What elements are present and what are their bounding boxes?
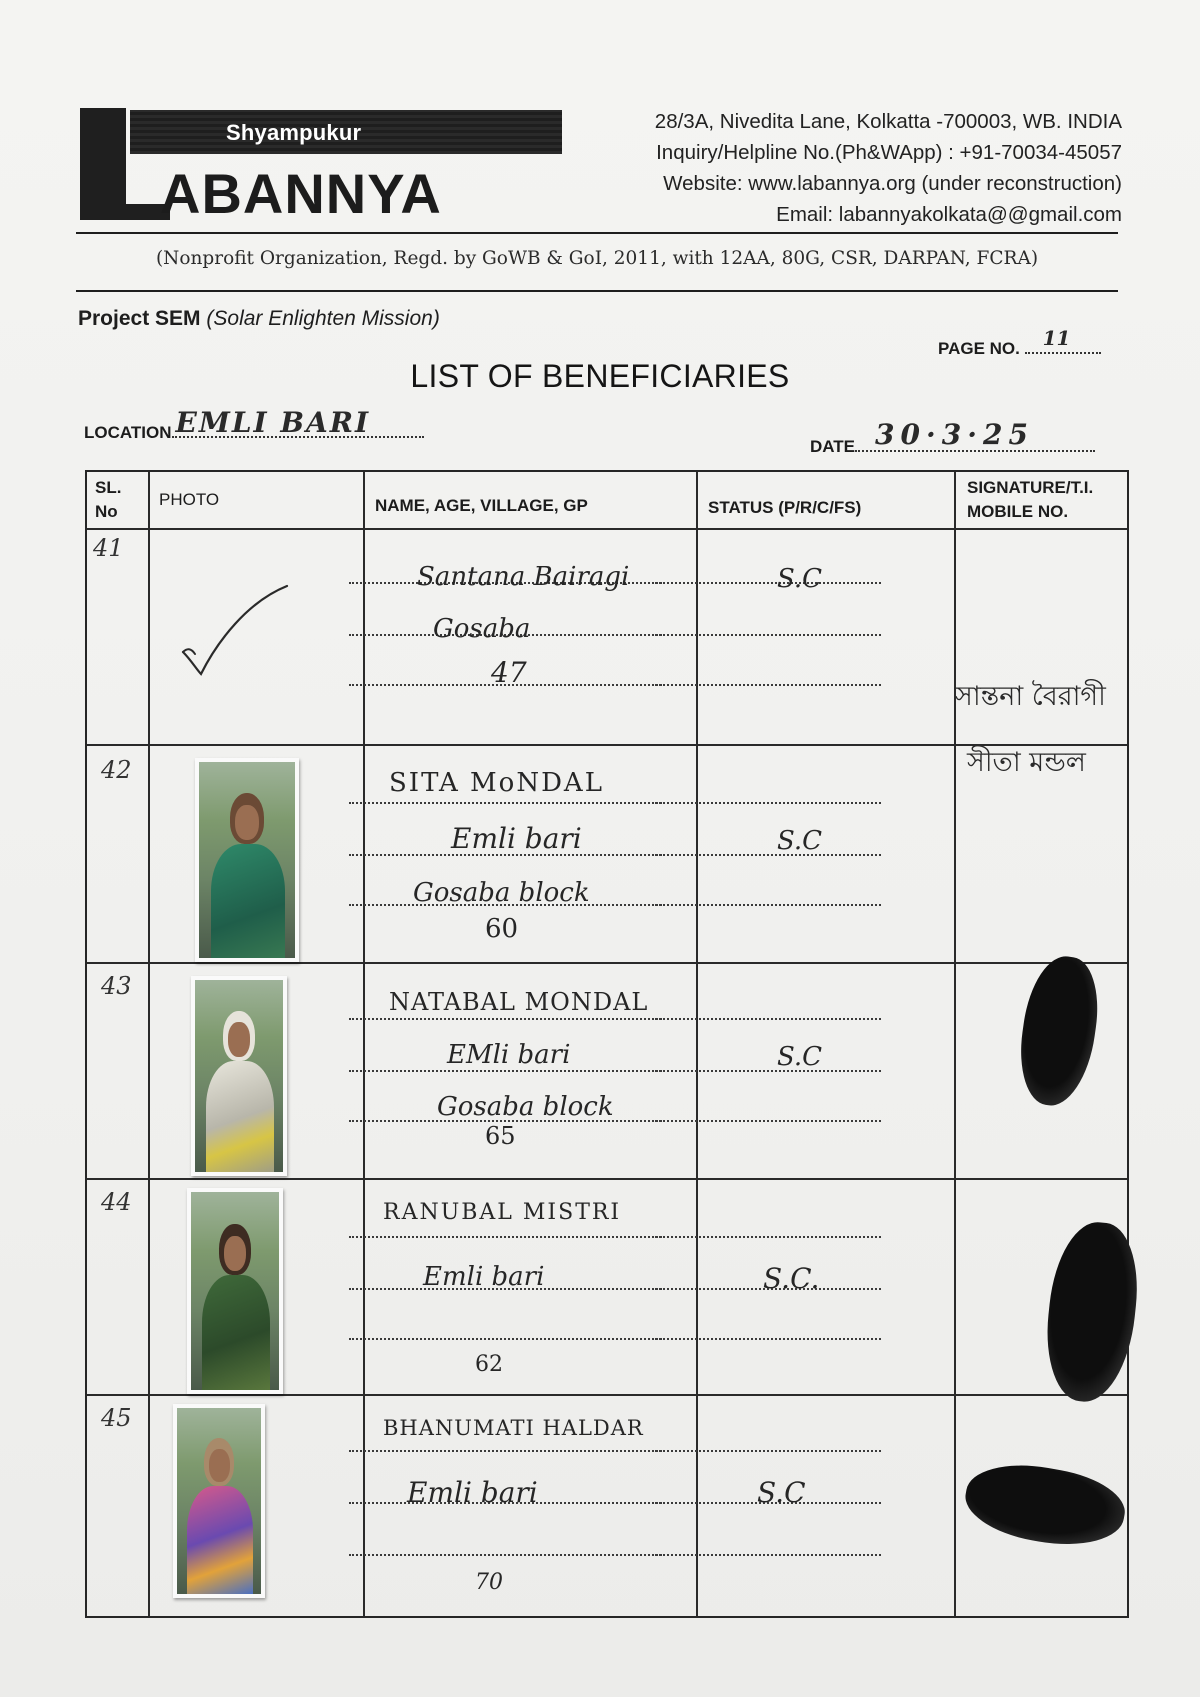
dotted-write-line bbox=[655, 684, 881, 686]
sl-number: 44 bbox=[101, 1188, 132, 1216]
dotted-write-line bbox=[349, 802, 665, 804]
date-field bbox=[855, 418, 1095, 452]
col-divider bbox=[363, 472, 365, 1616]
dotted-write-line bbox=[655, 854, 881, 856]
page-number-field bbox=[1025, 326, 1101, 354]
header-name: NAME, AGE, VILLAGE, GP bbox=[375, 496, 588, 515]
beneficiary-name: BHANUMATI HALDAR bbox=[383, 1416, 644, 1440]
beneficiary-status: S.C. bbox=[763, 1262, 820, 1295]
date-label: DATE bbox=[810, 437, 856, 456]
project-full-name: (Solar Enlighten Mission) bbox=[206, 307, 440, 330]
signature-bengali: সান্তনা বৈরাগী bbox=[955, 681, 1106, 712]
project-label: Project SEM bbox=[78, 307, 201, 330]
beneficiary-name: Santana Bairagi bbox=[417, 562, 630, 592]
header-photo: PHOTO bbox=[159, 490, 220, 509]
dotted-write-line bbox=[655, 582, 881, 584]
email: Email: labannyakolkata@@gmail.com bbox=[776, 203, 1122, 226]
website: Website: www.labannya.org (under reconstruction) bbox=[663, 172, 1122, 195]
header-signature: SIGNATURE/T.I. MOBILE NO. bbox=[967, 478, 1094, 521]
beneficiary-photo bbox=[187, 1188, 283, 1394]
beneficiary-village: Emli bari bbox=[451, 822, 582, 855]
document-title: LIST OF BENEFICIARIES bbox=[410, 358, 790, 394]
location-value: EMLI BARI bbox=[175, 406, 371, 439]
sl-number: 45 bbox=[101, 1404, 132, 1432]
row-divider bbox=[87, 1394, 1127, 1396]
logo-l-foot bbox=[80, 204, 170, 220]
beneficiary-status: S.C bbox=[777, 1042, 823, 1072]
dotted-write-line bbox=[655, 1018, 881, 1020]
row-divider bbox=[87, 962, 1127, 964]
thumb-impression bbox=[1040, 1218, 1144, 1406]
location-label: LOCATION bbox=[84, 423, 172, 442]
dotted-write-line bbox=[655, 1554, 881, 1556]
col-divider bbox=[954, 472, 956, 1616]
thumb-impression bbox=[1013, 952, 1105, 1111]
header-sl-no: SL. No bbox=[95, 478, 122, 521]
beneficiary-photo bbox=[191, 976, 287, 1176]
dotted-write-line bbox=[655, 634, 881, 636]
page-number bbox=[938, 326, 1101, 359]
beneficiary-village: EMli bari bbox=[447, 1040, 571, 1070]
dotted-write-line bbox=[349, 1070, 665, 1072]
location bbox=[84, 406, 424, 443]
header-rule-top bbox=[76, 232, 1118, 234]
sl-number: 41 bbox=[93, 534, 124, 562]
sl-number: 43 bbox=[101, 972, 132, 1000]
beneficiary-age: 62 bbox=[475, 1352, 503, 1377]
labannya-logo bbox=[80, 106, 562, 226]
page-number-label: PAGE NO. bbox=[938, 339, 1020, 358]
dotted-write-line bbox=[655, 1450, 881, 1452]
dotted-write-line bbox=[655, 904, 881, 906]
col-divider bbox=[148, 472, 150, 1616]
row-divider bbox=[87, 1178, 1127, 1180]
beneficiary-status: S.C bbox=[757, 1476, 806, 1509]
dotted-write-line bbox=[349, 1338, 665, 1340]
dotted-write-line bbox=[349, 1236, 665, 1238]
header-status: STATUS (P/R/C/FS) bbox=[708, 498, 862, 517]
dotted-write-line bbox=[655, 1236, 881, 1238]
page-number-value: 11 bbox=[1042, 326, 1071, 350]
thumb-impression bbox=[960, 1455, 1130, 1556]
header-rule-bottom bbox=[76, 290, 1118, 292]
beneficiary-village: Emli bari bbox=[423, 1262, 545, 1292]
helpline: Inquiry/Helpline No.(Ph&WApp) : +91-70034-45057 bbox=[656, 141, 1122, 164]
dotted-write-line bbox=[655, 1070, 881, 1072]
logo-banner bbox=[130, 110, 562, 154]
date bbox=[810, 418, 1095, 457]
beneficiary-photo bbox=[195, 758, 299, 962]
beneficiary-age: 65 bbox=[485, 1122, 516, 1150]
beneficiary-name: NATABAL MONDAL bbox=[389, 988, 649, 1016]
beneficiary-status: S.C bbox=[777, 826, 823, 856]
dotted-write-line bbox=[349, 1018, 665, 1020]
project-line bbox=[78, 307, 440, 331]
dotted-write-line bbox=[349, 1554, 665, 1556]
beneficiary-village: Gosaba bbox=[433, 614, 531, 644]
col-divider bbox=[696, 472, 698, 1616]
dotted-write-line bbox=[655, 802, 881, 804]
beneficiary-photo bbox=[173, 1404, 265, 1598]
beneficiary-block: Gosaba block bbox=[437, 1092, 614, 1122]
location-field bbox=[172, 406, 424, 439]
beneficiary-age: 70 bbox=[475, 1570, 503, 1595]
tick-mark-icon bbox=[177, 582, 297, 682]
beneficiary-name: RANUBAL MISTRI bbox=[383, 1200, 622, 1225]
date-value: 30·3·25 bbox=[875, 418, 1034, 451]
beneficiary-age: 60 bbox=[485, 914, 519, 944]
logo-word: ABANNYA bbox=[160, 162, 442, 225]
dotted-write-line bbox=[349, 1450, 665, 1452]
registration-line: (Nonprofit Organization, Regd. by GoWB & GoI, 2011, with 12AA, 80G, CSR, DARPAN, FCRA) bbox=[155, 248, 1039, 269]
address: 28/3A, Nivedita Lane, Kolkatta -700003, WB. INDIA bbox=[654, 110, 1122, 133]
beneficiary-table bbox=[85, 470, 1129, 1618]
beneficiary-block: Gosaba block bbox=[413, 878, 590, 908]
sl-number: 42 bbox=[101, 756, 132, 784]
dotted-write-line bbox=[655, 1120, 881, 1122]
beneficiary-name: SITA MoNDAL bbox=[389, 768, 604, 798]
logo-top-text: Shyampukur bbox=[226, 120, 362, 145]
signature-bengali: সীতা মন্ডল bbox=[967, 747, 1086, 778]
contact-block bbox=[655, 106, 1122, 230]
dotted-write-line bbox=[655, 1338, 881, 1340]
header-divider bbox=[87, 528, 1127, 530]
beneficiary-age: 47 bbox=[491, 656, 527, 689]
beneficiary-status: S.C bbox=[777, 564, 823, 594]
beneficiary-village: Emli bari bbox=[407, 1476, 538, 1509]
